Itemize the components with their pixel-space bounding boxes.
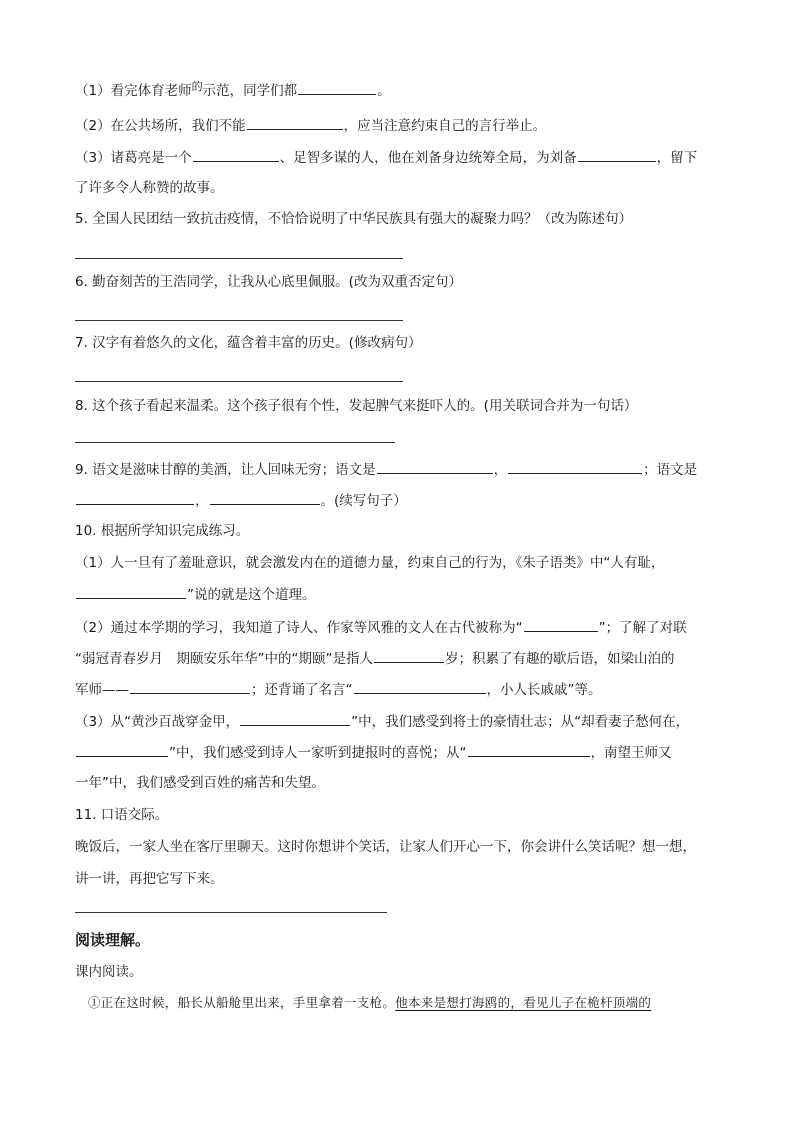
question-8: 8. 这个孩子看起来温柔。这个孩子很有个性，发起脾气来挺吓人的。(用关联词合并为一句话） bbox=[75, 398, 638, 414]
q10-part-3: （3）从“黄沙百战穿金甲， ”中，我们感受到将士的豪情壮志；从“却看妻子愁何在， bbox=[75, 711, 730, 732]
answer-line-11[interactable] bbox=[75, 912, 387, 913]
fill-blank[interactable] bbox=[130, 679, 250, 694]
fill-blank[interactable] bbox=[468, 742, 590, 757]
fill-blank[interactable] bbox=[578, 147, 656, 162]
q10-part-2: （2）通过本学期的学习，我知道了诗人、作家等风雅的文人在古代被称为“ ”；了解了对联 bbox=[75, 617, 730, 638]
answer-line-6[interactable] bbox=[75, 320, 403, 321]
fill-blank[interactable] bbox=[354, 679, 486, 694]
q4-item-1: （1）看完体育老师$^的$示范，同学们都 。 bbox=[75, 80, 391, 99]
answer-line-7[interactable] bbox=[75, 381, 403, 382]
fill-blank[interactable] bbox=[76, 490, 194, 505]
section-subheading: 课内阅读。 bbox=[75, 964, 143, 980]
question-9: 9. 语文是滋味甘醇的美酒，让人回味无穷；语文是 ， ；语文是 bbox=[75, 459, 730, 480]
fill-blank[interactable] bbox=[377, 459, 493, 474]
question-5: 5. 全国人民团结一致抗击疫情，不恰恰说明了中华民族具有强大的凝聚力吗？（改为陈述句） bbox=[75, 211, 633, 227]
question-11-body: 晚饭后，一家人坐在客厅里聊天。这时你想讲个笑话，让家人们开心一下，你会讲什么笑话呢？想一想， bbox=[75, 839, 696, 855]
q10-part-1: （1）人一旦有了羞耻意识，就会激发内在的道德力量，约束自己的行为，《朱子语类》中“人有耻， bbox=[75, 555, 665, 571]
question-9-cont: ， 。(续写句子） bbox=[75, 490, 730, 511]
question-10-title: 10. 根据所学知识完成练习。 bbox=[75, 523, 250, 539]
answer-line-8[interactable] bbox=[75, 442, 395, 443]
fill-blank[interactable] bbox=[508, 459, 642, 474]
q10-part-2-cont-2: 军师—— ；还背诵了名言“ ，小人长戚戚”等。 bbox=[75, 679, 730, 700]
q10-part-2-cont-1: “弱冠青春岁月 期颐安乐年华”中的“期颐”是指人 岁；积累了有趣的歇后语，如梁山泊的 bbox=[75, 648, 730, 669]
fill-blank[interactable] bbox=[524, 617, 598, 632]
q4-item-3: （3）诸葛亮是一个 、足智多谋的人，他在刘备身边统筹全局，为刘备 ，留下 bbox=[75, 147, 730, 168]
fill-blank[interactable] bbox=[298, 80, 376, 95]
question-11-title: 11. 口语交际。 bbox=[75, 807, 169, 823]
q4-item-3-cont: 了许多令人称赞的故事。 bbox=[75, 180, 224, 196]
fill-blank[interactable] bbox=[240, 711, 350, 726]
fill-blank[interactable] bbox=[247, 115, 343, 130]
superscript-char: 的 bbox=[191, 80, 203, 93]
q10-part-3-cont-2: 一年”中，我们感受到百姓的痛苦和失望。 bbox=[75, 775, 325, 791]
underlined-sentence: 他本来是想打海鸥的，看见儿子在桅杆顶端的 bbox=[395, 995, 652, 1010]
section-heading-reading: 阅读理解。 bbox=[75, 931, 151, 949]
fill-blank[interactable] bbox=[210, 490, 320, 505]
question-11-body-cont: 讲一讲，再把它写下来。 bbox=[75, 871, 224, 887]
fill-blank[interactable] bbox=[76, 584, 186, 599]
fill-blank[interactable] bbox=[193, 147, 279, 162]
question-7: 7. 汉字有着悠久的文化，蕴含着丰富的历史。(修改病句） bbox=[75, 335, 422, 351]
q10-part-3-cont-1: ”中，我们感受到诗人一家听到捷报时的喜悦；从“ ，南望王师又 bbox=[75, 742, 730, 763]
fill-blank[interactable] bbox=[76, 742, 168, 757]
answer-line-5[interactable] bbox=[75, 258, 403, 259]
q10-part-1-cont: ”说的就是这个道理。 bbox=[75, 584, 730, 605]
q4-item-2: （2）在公共场所，我们不能 ，应当注意约束自己的言行举止。 bbox=[75, 115, 730, 136]
reading-passage: ①正在这时候，船长从船舱里出来，手里拿着一支枪。他本来是想打海鸥的，看见儿子在桅杆顶端的 bbox=[88, 995, 652, 1010]
fill-blank[interactable] bbox=[374, 648, 444, 663]
question-6: 6. 勤奋刻苦的王浩同学，让我从心底里佩服。(改为双重否定句） bbox=[75, 274, 462, 290]
